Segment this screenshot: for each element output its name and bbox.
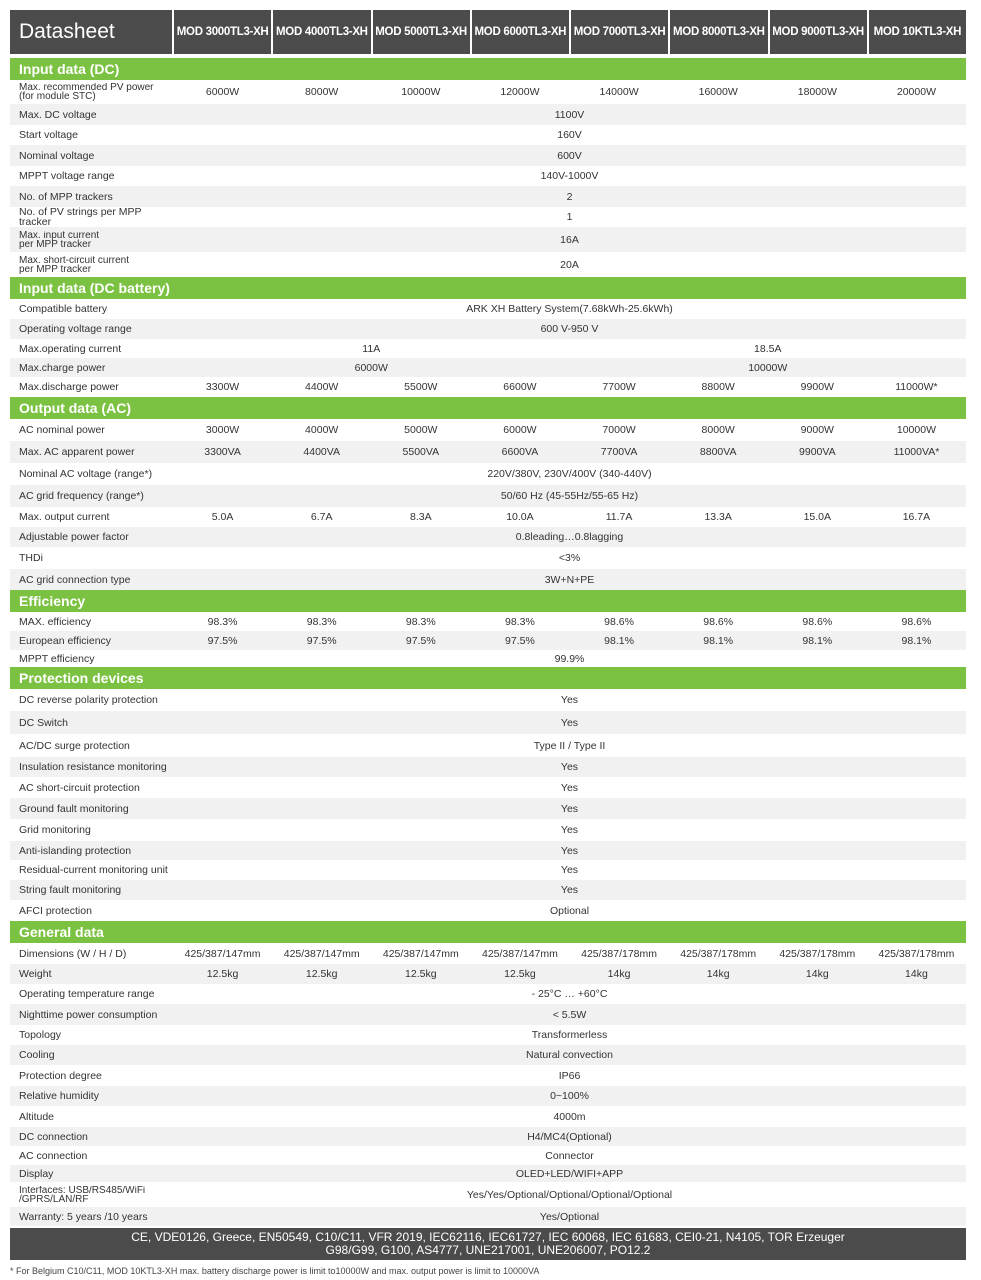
table-row [10, 841, 966, 860]
table-cell: 98.3% [505, 615, 535, 628]
table-cell: 140V-1000V [540, 170, 599, 182]
table-cell: 11.7A [605, 511, 633, 523]
table-cell: 9000W [800, 424, 834, 436]
row-label: No. of PV strings per MPP tracker [19, 207, 142, 227]
row-label: Operating temperature range [19, 989, 155, 999]
table-cell: 98.3% [306, 615, 337, 628]
table-cell: 6600VA [501, 446, 539, 458]
table-row [10, 319, 966, 339]
table-cell: 6000W [503, 424, 537, 436]
table-cell: 98.6% [901, 615, 932, 628]
row-label: Protection degree [19, 1070, 102, 1081]
model-header: MOD 4000TL3-XH [273, 10, 370, 54]
table-cell: Yes [560, 844, 579, 857]
row-label: Cooling [19, 1050, 55, 1060]
row-label: DC reverse polarity protection [19, 695, 158, 705]
table-row [10, 943, 966, 964]
table-row [10, 689, 966, 711]
table-row [10, 1165, 966, 1182]
table-cell: 99.9% [554, 652, 585, 665]
table-cell: - 25°C … +60°C [531, 988, 608, 1000]
row-label: Max. recommended PV power (for module STC) [19, 83, 154, 101]
row-label: Max.discharge power [19, 382, 119, 392]
table-row [10, 1004, 966, 1025]
table-cell: 3000W [205, 424, 240, 436]
table-cell: 97.5% [405, 634, 436, 647]
model-header: MOD 5000TL3-XH [373, 10, 470, 54]
section-header: Efficiency [10, 590, 966, 612]
table-row [10, 339, 966, 358]
table-cell: 220V/380V, 230V/400V (340-440V) [487, 468, 652, 480]
table-cell: 8800W [701, 381, 735, 393]
table-cell: Natural convection [526, 1049, 613, 1061]
table-row [10, 1182, 966, 1207]
table-cell: Type II / Type II [533, 739, 606, 752]
row-label: Max. output current [19, 512, 110, 522]
table-row [10, 252, 966, 277]
section-header: General data [10, 921, 966, 943]
row-label: Topology [19, 1030, 62, 1040]
table-row [10, 798, 966, 819]
row-label: String fault monitoring [19, 885, 122, 895]
table-cell: Optional [549, 904, 590, 917]
table-row [10, 125, 966, 145]
table-cell: 14kg [706, 968, 730, 980]
certifications-line-2: G98/G99, G100, AS4777, UNE217001, UNE206007, PO12.2 [325, 1243, 651, 1257]
table-cell: 6000W [205, 86, 240, 98]
row-label: Max. AC apparent power [19, 447, 135, 457]
table-row [10, 227, 966, 252]
table-cell: 15.0A [803, 511, 832, 523]
table-cell: 425/387/147mm [481, 947, 558, 960]
table-cell: 11000W* [895, 381, 938, 393]
row-label: Max. short-circuit current per MPP tracker [19, 255, 130, 274]
table-row [10, 631, 966, 650]
table-cell: 3300W [205, 381, 240, 393]
table-row [10, 485, 966, 507]
table-row [10, 964, 966, 984]
table-cell: 9900VA [799, 446, 836, 458]
table-cell: Yes [560, 824, 579, 836]
table-cell: 0.8leading…0.8lagging [515, 531, 624, 543]
table-cell: Yes [560, 761, 579, 773]
table-cell: 3300VA [204, 446, 241, 458]
table-cell: Yes [560, 864, 579, 876]
table-cell: 425/387/147mm [184, 947, 261, 960]
table-cell: 10000W [896, 424, 936, 436]
row-label: Interfaces: USB/RS485/WiFi /GPRS/LAN/RF [19, 1185, 146, 1204]
row-label: Max.operating current [19, 343, 122, 354]
table-row [10, 1045, 966, 1065]
table-cell: IP66 [558, 1069, 581, 1082]
table-cell: 6.7A [310, 511, 333, 523]
table-cell: Connector [545, 1149, 594, 1162]
table-cell: 9900W [800, 381, 834, 393]
table-cell: 425/387/178mm [779, 947, 856, 960]
table-cell: 425/387/178mm [581, 947, 657, 960]
table-cell: 14kg [607, 968, 631, 980]
table-row [10, 527, 966, 547]
table-cell: 16000W [698, 86, 738, 98]
table-cell: 600V [557, 149, 582, 162]
section-header: Output data (AC) [10, 397, 966, 419]
table-row [10, 1065, 966, 1086]
table-cell: 6600W [503, 381, 537, 393]
row-label: Nighttime power consumption [19, 1009, 158, 1020]
table-row [10, 1127, 966, 1146]
table-cell: 50/60 Hz (45-55Hz/55-65 Hz) [500, 490, 639, 502]
section-header: Protection devices [10, 667, 966, 689]
table-cell: 12000W [500, 86, 540, 98]
row-label: Operating voltage range [19, 324, 132, 334]
table-row [10, 299, 966, 319]
table-row [10, 1106, 966, 1127]
table-cell: 98.1% [901, 634, 932, 647]
row-label: Max. input current per MPP tracker [19, 230, 100, 249]
table-cell: 425/387/178mm [680, 947, 757, 960]
table-row [10, 145, 966, 166]
table-row [10, 900, 966, 921]
table-cell: 10000W [401, 86, 441, 98]
section-header: Input data (DC) [10, 58, 966, 80]
row-label: Residual-current monitoring unit [19, 865, 168, 875]
table-cell: Yes [560, 716, 579, 729]
table-cell: Yes/Yes/Optional/Optional/Optional/Optional [466, 1188, 673, 1201]
row-label: Dimensions (W / H / D) [19, 948, 127, 959]
table-row [10, 711, 966, 734]
table-row [10, 1025, 966, 1045]
table-cell: 18.5A [754, 342, 782, 355]
table-cell: 20A [560, 258, 579, 271]
table-cell: 10.0A [506, 511, 534, 523]
model-header: MOD 9000TL3-XH [770, 10, 867, 54]
row-label: MAX. efficiency [19, 616, 92, 627]
table-cell: 12.5kg [405, 968, 437, 980]
table-cell: ARK XH Battery System(7.68kWh-25.6kWh) [466, 303, 673, 315]
table-cell: 8000W [701, 424, 735, 436]
table-cell: 11A [362, 342, 381, 355]
table-cell: 98.1% [703, 634, 734, 647]
row-label: THDi [19, 553, 43, 563]
table-cell: 5.0A [211, 511, 234, 523]
table-cell: 14000W [599, 86, 639, 98]
table-cell: 7000W [602, 424, 636, 436]
certifications-banner [10, 1228, 966, 1260]
row-label: Start voltage [19, 130, 78, 140]
table-cell: 97.5% [207, 634, 238, 647]
row-label: AC grid frequency (range*) [19, 491, 144, 501]
table-cell: 3W+N+PE [544, 573, 595, 586]
row-label: MPPT voltage range [19, 171, 115, 181]
table-row [10, 777, 966, 798]
table-cell: 98.1% [604, 634, 634, 647]
page-title: Datasheet [10, 10, 172, 54]
footnote: * For Belgium C10/C11, MOD 10KTL3-XH max. battery discharge power is limit to10000W and max. output power is limit to 10000VA [10, 1266, 540, 1276]
table-row [10, 1086, 966, 1106]
table-row [10, 650, 966, 667]
table-cell: 5500W [404, 381, 438, 393]
row-label: Adjustable power factor [19, 532, 129, 542]
table-row [10, 104, 966, 125]
table-cell: 98.3% [405, 615, 436, 628]
model-header: MOD 8000TL3-XH [670, 10, 767, 54]
table-cell: 4000m [553, 1110, 586, 1123]
datasheet-table [10, 10, 966, 1276]
table-cell: 97.5% [306, 634, 337, 647]
table-cell: Transformerless [531, 1029, 608, 1041]
table-cell: 16A [560, 233, 579, 246]
row-label: No. of MPP trackers [19, 191, 113, 202]
table-row [10, 569, 966, 590]
table-row [10, 819, 966, 841]
row-label: Nominal voltage [19, 150, 95, 161]
table-header [10, 10, 966, 54]
table-cell: 0~100% [550, 1090, 589, 1102]
table-cell: < 5.5W [552, 1008, 587, 1021]
row-label: Max.charge power [19, 362, 106, 373]
row-label: AC connection [19, 1150, 88, 1161]
table-cell: OLED+LED/WIFI+APP [515, 1167, 624, 1180]
table-cell: 1100V [554, 108, 585, 121]
table-cell: 6000W [354, 361, 388, 374]
table-cell: 2 [566, 190, 573, 203]
row-label: Weight [19, 969, 52, 979]
table-row [10, 186, 966, 207]
row-label: Ground fault monitoring [19, 803, 129, 814]
row-label: AFCI protection [19, 905, 92, 916]
table-row [10, 419, 966, 441]
table-body [10, 58, 966, 1226]
table-cell: 160V [557, 129, 582, 141]
row-label: Warranty: 5 years /10 years [19, 1211, 148, 1222]
table-cell: <3% [558, 552, 581, 564]
row-label: DC connection [19, 1131, 88, 1142]
table-row [10, 166, 966, 186]
table-cell: 4400VA [303, 446, 340, 458]
table-row [10, 207, 966, 227]
table-cell: 600 V-950 V [540, 323, 599, 335]
table-cell: 98.6% [703, 615, 734, 628]
table-cell: 12.5kg [504, 968, 536, 980]
table-row [10, 860, 966, 880]
table-row [10, 547, 966, 569]
row-label: DC Switch [19, 717, 69, 728]
table-row [10, 757, 966, 777]
table-row [10, 1146, 966, 1165]
row-label: AC/DC surge protection [19, 740, 130, 751]
table-cell: 8.3A [410, 511, 432, 523]
section-header: Input data (DC battery) [10, 277, 966, 299]
table-cell: 4400W [305, 381, 339, 393]
table-row [10, 612, 966, 631]
model-header: MOD 3000TL3-XH [174, 10, 271, 54]
table-cell: Yes [560, 884, 579, 896]
model-header: MOD 6000TL3-XH [472, 10, 569, 54]
table-cell: H4/MC4(Optional) [527, 1130, 612, 1143]
table-cell: 7700VA [600, 446, 638, 458]
row-label: European efficiency [19, 635, 112, 646]
row-label: AC nominal power [19, 425, 105, 435]
row-label: MPPT efficiency [19, 653, 95, 664]
table-row [10, 984, 966, 1004]
table-cell: 8000W [305, 86, 339, 98]
table-row [10, 80, 966, 104]
table-cell: 13.3A [704, 511, 732, 523]
table-row [10, 377, 966, 397]
table-cell: 98.1% [802, 634, 833, 647]
table-cell: 10000W [748, 361, 788, 374]
table-row [10, 734, 966, 757]
row-label: Insulation resistance monitoring [19, 762, 167, 772]
table-cell: 11000VA* [893, 446, 940, 458]
table-cell: 18000W [797, 86, 837, 98]
table-cell: 98.3% [207, 615, 238, 628]
table-cell: 425/387/147mm [283, 947, 360, 960]
table-cell: 5500VA [402, 446, 440, 458]
table-cell: 5000W [404, 424, 438, 436]
row-label: Nominal AC voltage (range*) [19, 469, 153, 479]
row-label: Compatible battery [19, 304, 108, 314]
table-cell: 12.5kg [305, 968, 338, 980]
table-cell: 4000W [305, 424, 339, 436]
table-cell: 97.5% [505, 634, 535, 647]
row-label: Anti-islanding protection [19, 845, 132, 856]
row-label: Altitude [19, 1111, 55, 1122]
table-row [10, 463, 966, 485]
table-cell: Yes [560, 781, 579, 794]
table-cell: Yes [560, 694, 579, 706]
table-row [10, 1207, 966, 1226]
certifications-line-1: CE, VDE0126, Greece, EN50549, C10/C11, VFR 2019, IEC62116, IEC61727, IEC 60068, IEC 61683, CEI0-21, N4105, TOR Erzeuger [131, 1230, 845, 1244]
row-label: AC short-circuit protection [19, 782, 140, 793]
table-cell: 1 [566, 211, 573, 223]
table-cell: 8800VA [699, 446, 737, 458]
table-cell: 98.6% [802, 615, 833, 628]
model-header: MOD 10KTL3-XH [869, 10, 966, 54]
table-cell: 14kg [805, 968, 829, 980]
row-label: Display [19, 1168, 54, 1179]
table-cell: 20000W [896, 86, 936, 98]
table-cell: 98.6% [604, 615, 634, 628]
row-label: Relative humidity [19, 1091, 99, 1101]
table-row [10, 507, 966, 527]
table-cell: Yes [560, 802, 579, 815]
table-row [10, 880, 966, 900]
table-cell: 12.5kg [206, 968, 239, 980]
table-cell: 425/387/178mm [878, 947, 955, 960]
table-row [10, 441, 966, 463]
table-row [10, 358, 966, 377]
row-label: AC grid connection type [19, 574, 131, 585]
table-cell: 7700W [602, 381, 636, 393]
table-cell: 14kg [905, 968, 928, 980]
row-label: Max. DC voltage [19, 109, 97, 120]
table-cell: Yes/Optional [539, 1210, 600, 1223]
table-cell: 425/387/147mm [382, 947, 459, 960]
row-label: Grid monitoring [19, 825, 91, 835]
model-header: MOD 7000TL3-XH [571, 10, 668, 54]
table-cell: 16.7A [902, 511, 931, 523]
